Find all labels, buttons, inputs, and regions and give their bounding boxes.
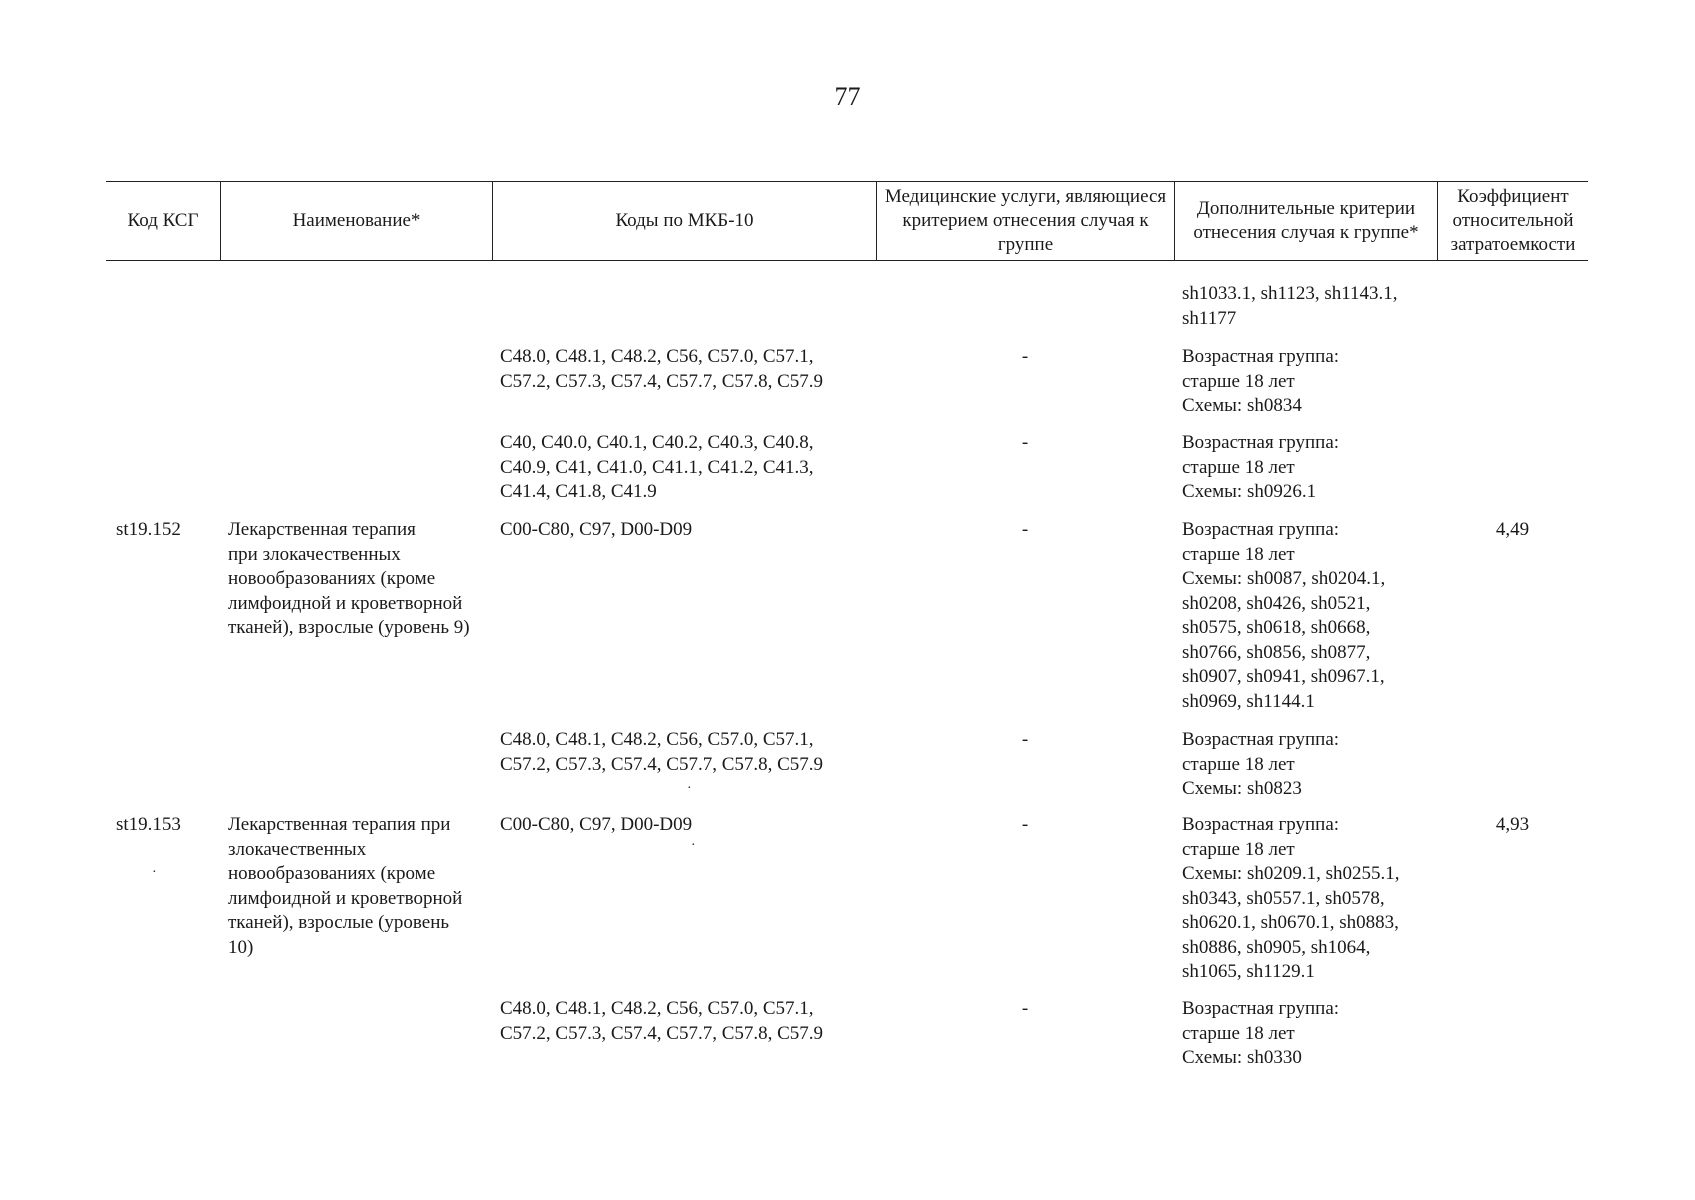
cell-mkb: C48.0, C48.1, C48.2, C56, C57.0, C57.1, C57.2, C57.3, C57.4, C57.7, C57.8, C57.9	[500, 346, 824, 392]
cell-mkb: C00-C80, C97, D00-D09	[500, 814, 693, 835]
table-body	[106, 261, 1588, 1081]
cell-services: -	[1021, 432, 1029, 453]
header-name: Наименование*	[220, 182, 492, 260]
cell-name: Лекарственная терапия при злокачественных новообразованиях (кроме лимфоидной и кроветворной тканей), взрослые (уровень 10)	[228, 814, 463, 958]
cell-code: st19.152	[116, 519, 181, 540]
header-code: Код КСГ	[127, 210, 199, 231]
cell-mkb: C40, C40.0, C40.1, C40.2, C40.3, C40.8, C40.9, C41, C41.0, C41.1, C41.2, C41.3, C41.4, C41.8, C41.9	[500, 432, 814, 502]
cell-criteria: Возрастная группа: старше 18 лет Схемы: sh0834	[1182, 346, 1340, 416]
scan-speck: ·	[691, 838, 696, 853]
cell-coefficient: 4,49	[1495, 519, 1530, 540]
scan-speck: ·	[687, 781, 692, 796]
cell-criteria: Возрастная группа: старше 18 лет Схемы: sh0209.1, sh0255.1, sh0343, sh0557.1, sh0578, sh0620.1, sh0670.1, sh0883, sh0886, sh0905, sh1064, sh1065, sh1129.1	[1182, 814, 1400, 982]
cell-criteria: Возрастная группа: старше 18 лет Схемы: sh0330	[1182, 998, 1340, 1068]
cell-criteria: sh1033.1, sh1123, sh1143.1, sh1177	[1182, 283, 1398, 329]
header-coefficient: Коэффициент относительной затратоемкости	[1437, 182, 1588, 260]
cell-mkb: C48.0, C48.1, C48.2, C56, C57.0, C57.1, C57.2, C57.3, C57.4, C57.7, C57.8, C57.9	[500, 998, 824, 1044]
scan-speck: ·	[152, 865, 157, 880]
cell-criteria: Возрастная группа: старше 18 лет Схемы: sh0926.1	[1182, 432, 1340, 502]
header-services: Медицинские услуги, являющиеся критерием отнесения случая к группе	[876, 182, 1174, 260]
cell-services: -	[1021, 729, 1029, 750]
table-header	[106, 181, 1588, 261]
ksg-table	[106, 181, 1588, 1081]
cell-services: -	[1021, 519, 1029, 540]
cell-mkb: C48.0, C48.1, C48.2, C56, C57.0, C57.1, C57.2, C57.3, C57.4, C57.7, C57.8, C57.9	[500, 729, 824, 775]
cell-services: -	[1021, 346, 1029, 367]
cell-services: -	[1021, 998, 1029, 1019]
cell-code: st19.153	[116, 814, 181, 835]
header-mkb: Коды по МКБ-10	[492, 182, 876, 260]
cell-criteria: Возрастная группа: старше 18 лет Схемы: sh0823	[1182, 729, 1340, 799]
header-criteria: Дополнительные критерии отнесения случая к группе*	[1174, 182, 1437, 260]
cell-services: -	[1021, 814, 1029, 835]
cell-name: Лекарственная терапия при злокачественных новообразованиях (кроме лимфоидной и кроветворной тканей), взрослые (уровень 9)	[228, 519, 470, 638]
page-number: 77	[834, 82, 861, 111]
cell-criteria: Возрастная группа: старше 18 лет Схемы: sh0087, sh0204.1, sh0208, sh0426, sh0521, sh0575, sh0618, sh0668, sh0766, sh0856, sh0877, sh0907, sh0941, sh0967.1, sh0969, sh1144.1	[1182, 519, 1386, 712]
cell-mkb: C00-C80, C97, D00-D09	[500, 519, 693, 540]
cell-coefficient: 4,93	[1495, 814, 1530, 835]
